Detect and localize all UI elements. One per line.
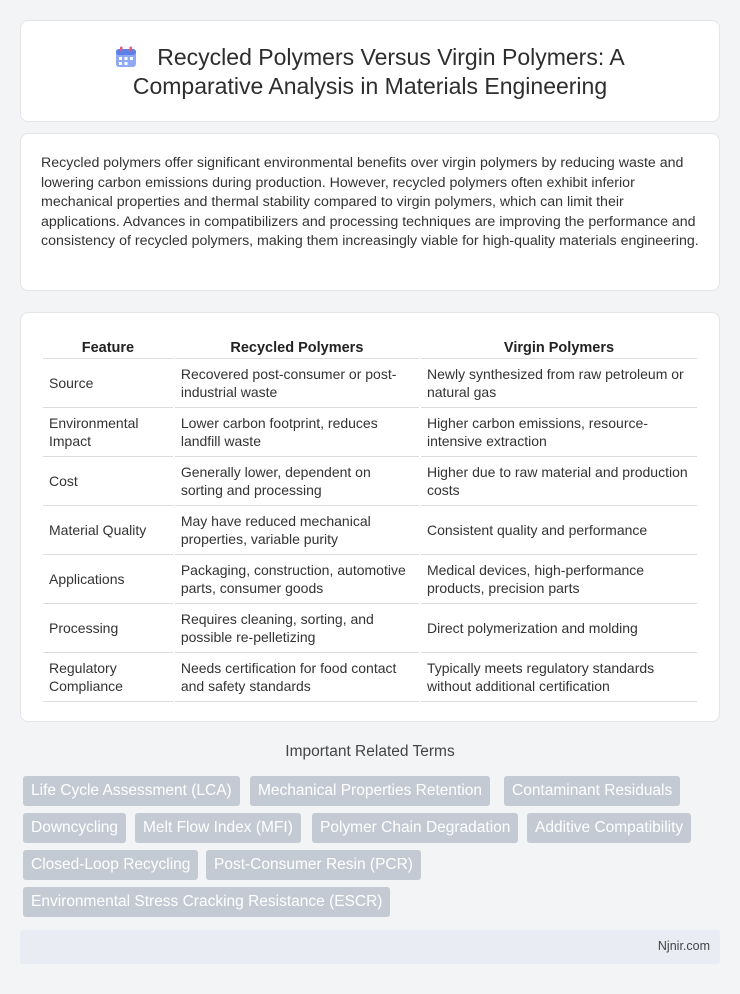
cell-feature: Environmental Impact (43, 408, 173, 457)
cell-recycled: May have reduced mechanical properties, variable purity (175, 506, 419, 555)
cell-virgin: Medical devices, high-performance products, precision parts (421, 555, 697, 604)
cell-virgin: Consistent quality and performance (421, 506, 697, 555)
table-header-row (43, 337, 697, 359)
related-terms-heading: Important Related Terms (285, 743, 455, 760)
comparison-table-card (20, 312, 720, 722)
tag-escr[interactable]: Environmental Stress Cracking Resistance (ESCR) (23, 887, 390, 917)
header-feature: Feature (43, 337, 173, 359)
cell-virgin: Newly synthesized from raw petroleum or natural gas (421, 359, 697, 408)
tag-mechanical-properties-retention[interactable]: Mechanical Properties Retention (250, 776, 490, 806)
page-title (21, 43, 719, 101)
tag-additive-compatibility[interactable]: Additive Compatibility (527, 813, 691, 843)
cell-virgin: Higher carbon emissions, resource-intensive extraction (421, 408, 697, 457)
cell-virgin: Typically meets regulatory standards without additional certification (421, 653, 697, 702)
cell-recycled: Lower carbon footprint, reduces landfill waste (175, 408, 419, 457)
cell-feature: Regulatory Compliance (43, 653, 173, 702)
cell-recycled: Generally lower, dependent on sorting and processing (175, 457, 419, 506)
tag-polymer-chain-degradation[interactable]: Polymer Chain Degradation (312, 813, 518, 843)
tag-contaminant-residuals[interactable]: Contaminant Residuals (504, 776, 680, 806)
footer-site-link[interactable]: Njnir.com (657, 939, 710, 953)
cell-feature: Processing (43, 604, 173, 653)
table-row (43, 457, 697, 506)
table-row (43, 408, 697, 457)
header-virgin: Virgin Polymers (421, 337, 697, 359)
cell-recycled: Recovered post-consumer or post-industrial waste (175, 359, 419, 408)
cell-recycled: Packaging, construction, automotive parts, consumer goods (175, 555, 419, 604)
title-line-2: Comparative Analysis in Materials Engineering (132, 73, 608, 99)
footer (20, 930, 720, 964)
calendar-icon (115, 46, 137, 68)
cell-feature: Material Quality (43, 506, 173, 555)
title-line-1: Recycled Polymers Versus Virgin Polymers: A (157, 44, 625, 70)
cell-feature: Applications (43, 555, 173, 604)
tag-lca[interactable]: Life Cycle Assessment (LCA) (23, 776, 240, 806)
header-recycled: Recycled Polymers (175, 337, 419, 359)
table-row (43, 653, 697, 702)
tag-downcycling[interactable]: Downcycling (23, 813, 126, 843)
table-row (43, 555, 697, 604)
table-row (43, 506, 697, 555)
cell-feature: Source (43, 359, 173, 408)
cell-feature: Cost (43, 457, 173, 506)
intro-card (20, 133, 720, 291)
title-card (20, 20, 720, 122)
cell-virgin: Higher due to raw material and production costs (421, 457, 697, 506)
comparison-table (41, 337, 699, 702)
tag-closed-loop-recycling[interactable]: Closed-Loop Recycling (23, 850, 198, 880)
cell-recycled: Requires cleaning, sorting, and possible re-pelletizing (175, 604, 419, 653)
tag-post-consumer-resin[interactable]: Post-Consumer Resin (PCR) (206, 850, 421, 880)
cell-virgin: Direct polymerization and molding (421, 604, 697, 653)
tag-melt-flow-index[interactable]: Melt Flow Index (MFI) (135, 813, 301, 843)
table-row (43, 359, 697, 408)
table-row (43, 604, 697, 653)
cell-recycled: Needs certification for food contact and safety standards (175, 653, 419, 702)
intro-paragraph: Recycled polymers offer significant environmental benefits over virgin polymers by reducing waste and lowering carbon emissions during production. However, recycled polymers often exhibit inferior mechanical properties and thermal stability compared to virgin polymers, which can limit their applications. Advances in compatibilizers and processing techniques are improving the performance and consistency of recycled polymers, making them increasingly viable for high-quality materials engineering. (41, 155, 699, 250)
